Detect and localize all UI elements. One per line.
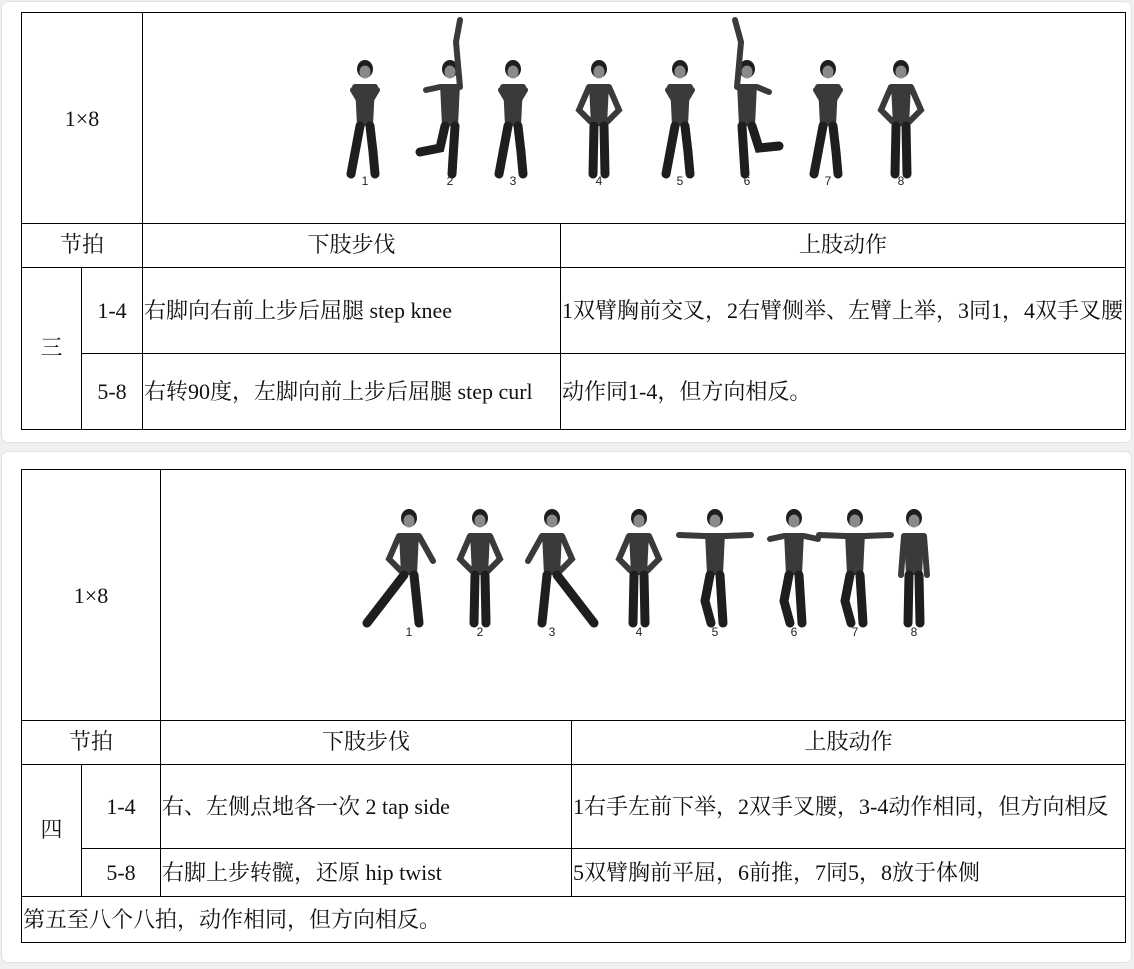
figure-number: 4 (595, 173, 603, 188)
footer-note: 第五至八个八拍，动作相同，但方向相反。 (22, 897, 1126, 943)
upper-limb-header: 上肢动作 (572, 721, 1126, 765)
count-label: 1×8 (22, 13, 143, 224)
beat-cell: 1-4 (82, 765, 161, 849)
beat-header: 节拍 (22, 224, 143, 268)
dancer-figure (881, 60, 921, 174)
dancer-figure (814, 60, 840, 174)
count-label: 1×8 (22, 470, 161, 721)
figure-number: 4 (635, 624, 643, 639)
beat-header: 节拍 (22, 721, 161, 765)
dancer-figure (619, 509, 659, 623)
dancer-figure (420, 20, 460, 174)
upper-limb-cell: 动作同1-4，但方向相反。 (561, 354, 1126, 430)
figure-number: 7 (851, 624, 859, 639)
figure-number: 6 (743, 173, 751, 188)
figure-strip (143, 14, 1125, 223)
figure-strip (161, 471, 1124, 720)
figure-number: 2 (446, 173, 454, 188)
figure-number: 3 (548, 624, 556, 639)
lower-limb-cell: 右脚上步转髋，还原 hip twist (161, 849, 572, 897)
lower-limb-cell: 右、左侧点地各一次 2 tap side (161, 765, 572, 849)
figure-number: 5 (676, 173, 684, 188)
figure-number: 7 (824, 173, 832, 188)
section-three-table (21, 12, 1126, 430)
dancer-figure (735, 20, 779, 174)
figure-number: 5 (711, 624, 719, 639)
section-label: 四 (22, 765, 82, 897)
figure-number: 3 (509, 173, 517, 188)
dancer-figure (351, 60, 377, 174)
section-four-table (21, 469, 1126, 943)
dancer-figure (528, 509, 594, 623)
figure-number: 1 (361, 173, 369, 188)
dancer-figure (367, 509, 433, 623)
dancer-figure (579, 60, 619, 174)
dancer-figure (770, 509, 818, 623)
dancer-figure (666, 60, 692, 174)
beat-cell: 5-8 (82, 849, 161, 897)
section-four-card (2, 452, 1131, 962)
dancer-figure (679, 509, 751, 623)
figure-number: 8 (897, 173, 905, 188)
lower-limb-header: 下肢步伐 (143, 224, 561, 268)
lower-limb-cell: 右脚向右前上步后屈腿 step knee (143, 268, 561, 354)
upper-limb-cell: 5双臂胸前平屈，6前推，7同5，8放于体侧 (572, 849, 1126, 897)
dancer-figure (819, 509, 891, 623)
dancer-figure (901, 509, 927, 623)
lower-limb-header: 下肢步伐 (161, 721, 572, 765)
dancer-figure (460, 509, 500, 623)
upper-limb-cell: 1右手左前下举，2双手叉腰，3-4动作相同，但方向相反 (572, 765, 1126, 849)
movement-figures (161, 470, 1126, 721)
upper-limb-header: 上肢动作 (561, 224, 1126, 268)
lower-limb-cell: 右转90度，左脚向前上步后屈腿 step curl (143, 354, 561, 430)
section-label: 三 (22, 268, 82, 430)
beat-cell: 1-4 (82, 268, 143, 354)
figure-number: 2 (476, 624, 484, 639)
figure-number: 6 (790, 624, 798, 639)
figure-number: 8 (910, 624, 918, 639)
section-three-card (2, 2, 1131, 442)
movement-figures (143, 13, 1126, 224)
upper-limb-cell: 1双臂胸前交叉，2右臂侧举、左臂上举，3同1，4双手叉腰 (561, 268, 1126, 354)
beat-cell: 5-8 (82, 354, 143, 430)
dancer-figure (499, 60, 525, 174)
figure-number: 1 (405, 624, 413, 639)
